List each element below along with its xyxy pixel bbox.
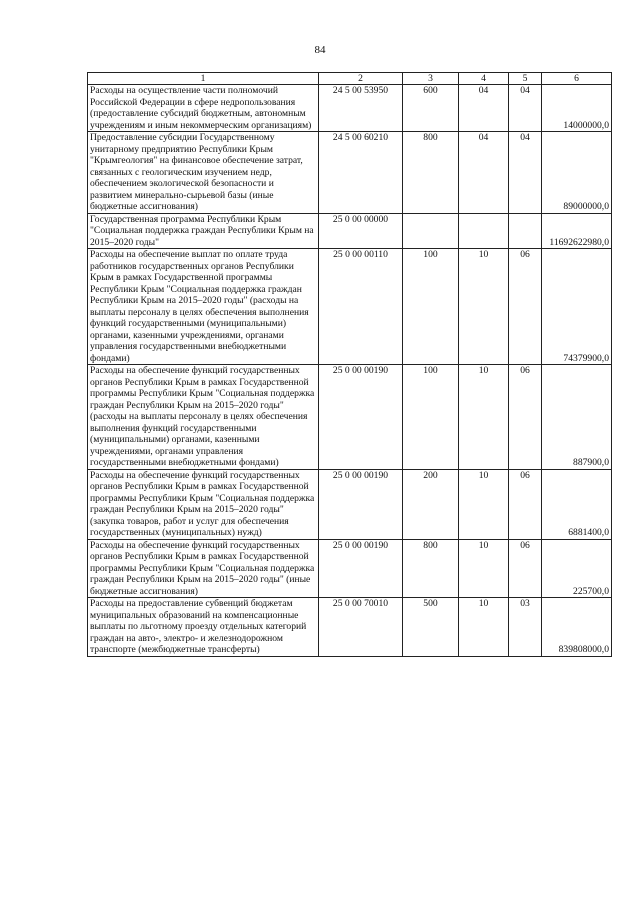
header-cell: 4 bbox=[459, 73, 509, 85]
expense-name: Предоставление субсидии Государственному унитарному предприятию Республики Крым "Крымгеология" на финансовое обеспечение затрат, связанных с геологическим изучением недр, обеспечением экологической безопасности и развитием минерально-сырьевой базы (иные бюджетные ассигнования) bbox=[88, 132, 319, 214]
expense-name: Расходы на обеспечение выплат по оплате труда работников государственных органов Республики Крым в рамках Государственной программы Республики Крым "Социальная поддержка граждан Республики Крым на 2015–2020 годы" (расходы на выплаты персоналу в целях обеспечения выполнения функций государственными (муниципальными) органами, казенными учреждениями, органами управления государственными внебюджетными фондами) bbox=[88, 249, 319, 365]
section: 04 bbox=[459, 132, 509, 214]
budget-table bbox=[87, 72, 612, 657]
header-cell: 5 bbox=[509, 73, 542, 85]
subsection bbox=[509, 213, 542, 249]
amount: 225700,0 bbox=[542, 539, 612, 598]
target-code: 24 5 00 53950 bbox=[319, 85, 403, 132]
expense-type: 100 bbox=[403, 365, 459, 470]
target-code: 25 0 00 00190 bbox=[319, 539, 403, 598]
target-code: 25 0 00 00190 bbox=[319, 365, 403, 470]
header-row bbox=[88, 73, 612, 85]
subsection: 06 bbox=[509, 469, 542, 539]
subsection: 03 bbox=[509, 598, 542, 657]
page-number: 84 bbox=[314, 44, 326, 56]
section bbox=[459, 213, 509, 249]
header-cell: 1 bbox=[88, 73, 319, 85]
table-row bbox=[88, 365, 612, 470]
expense-type: 500 bbox=[403, 598, 459, 657]
table-row bbox=[88, 132, 612, 214]
expense-name: Расходы на предоставление субвенций бюджетам муниципальных образований на компенсационные выплаты по льготному проезду отдельных категорий граждан на авто-, электро- и железнодорожном транспорте (межбюджетные трансферты) bbox=[88, 598, 319, 657]
expense-type: 600 bbox=[403, 85, 459, 132]
amount: 89000000,0 bbox=[542, 132, 612, 214]
section: 10 bbox=[459, 539, 509, 598]
subsection: 06 bbox=[509, 539, 542, 598]
table-row bbox=[88, 469, 612, 539]
expense-type bbox=[403, 213, 459, 249]
section: 04 bbox=[459, 85, 509, 132]
expense-type: 800 bbox=[403, 132, 459, 214]
amount: 74379900,0 bbox=[542, 249, 612, 365]
target-code: 24 5 00 60210 bbox=[319, 132, 403, 214]
expense-type: 100 bbox=[403, 249, 459, 365]
header-cell: 2 bbox=[319, 73, 403, 85]
expense-name: Расходы на обеспечение функций государственных органов Республики Крым в рамках Государственной программы Республики Крым "Социальная поддержка граждан Республики Крым на 2015–2020 годы" (закупка товаров, работ и услуг для обеспечения государственных (муниципальных) нужд) bbox=[88, 469, 319, 539]
section: 10 bbox=[459, 249, 509, 365]
expense-name: Расходы на обеспечение функций государственных органов Республики Крым в рамках Государственной программы Республики Крым "Социальная поддержка граждан Республики Крым на 2015–2020 годы" (расходы на выплаты персоналу в целях обеспечения выполнения функций государственными (муниципальными) органами, казенными учреждениями, органами управления государственными внебюджетными фондами) bbox=[88, 365, 319, 470]
amount: 6881400,0 bbox=[542, 469, 612, 539]
amount: 11692622980,0 bbox=[542, 213, 612, 249]
amount: 887900,0 bbox=[542, 365, 612, 470]
target-code: 25 0 00 00190 bbox=[319, 469, 403, 539]
subsection: 06 bbox=[509, 249, 542, 365]
expense-name: Расходы на обеспечение функций государственных органов Республики Крым в рамках Государственной программы Республики Крым "Социальная поддержка граждан Республики Крым на 2015–2020 годы" (иные бюджетные ассигнования) bbox=[88, 539, 319, 598]
amount: 839808000,0 bbox=[542, 598, 612, 657]
header-cell: 6 bbox=[542, 73, 612, 85]
table-row bbox=[88, 598, 612, 657]
table-row bbox=[88, 213, 612, 249]
subsection: 04 bbox=[509, 85, 542, 132]
amount: 14000000,0 bbox=[542, 85, 612, 132]
header-cell: 3 bbox=[403, 73, 459, 85]
subsection: 04 bbox=[509, 132, 542, 214]
expense-name: Расходы на осуществление части полномочий Российской Федерации в сфере недропользования (предоставление субсидий бюджетным, автономным учреждениям и иным некоммерческим организациям) bbox=[88, 85, 319, 132]
section: 10 bbox=[459, 469, 509, 539]
table-row bbox=[88, 539, 612, 598]
expense-type: 800 bbox=[403, 539, 459, 598]
target-code: 25 0 00 70010 bbox=[319, 598, 403, 657]
section: 10 bbox=[459, 365, 509, 470]
expense-name: Государственная программа Республики Крым "Социальная поддержка граждан Республики Крым на 2015–2020 годы" bbox=[88, 213, 319, 249]
table-row bbox=[88, 249, 612, 365]
table-row bbox=[88, 85, 612, 132]
section: 10 bbox=[459, 598, 509, 657]
target-code: 25 0 00 00110 bbox=[319, 249, 403, 365]
subsection: 06 bbox=[509, 365, 542, 470]
target-code: 25 0 00 00000 bbox=[319, 213, 403, 249]
expense-type: 200 bbox=[403, 469, 459, 539]
